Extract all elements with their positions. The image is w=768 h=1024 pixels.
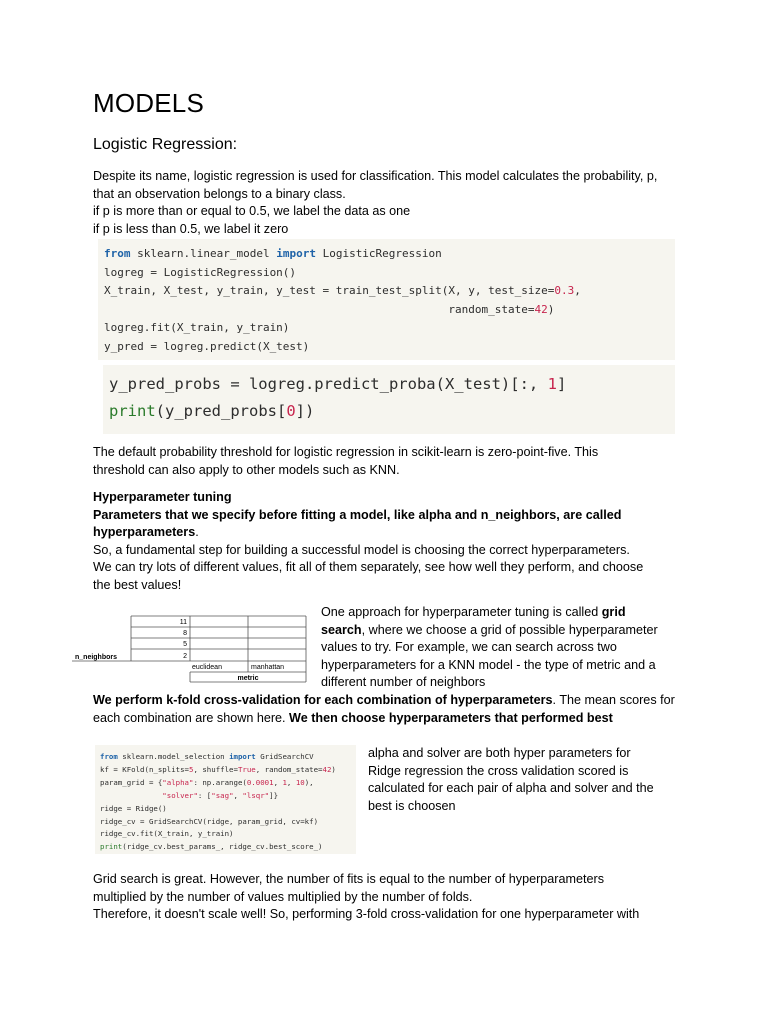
code-text: , random_state= [255,765,323,774]
code-number: 0.3 [554,284,575,297]
text-line: Grid search is great. However, the number of fits is equal to the number of hyperparameters [93,872,604,886]
code-keyword: import [229,752,256,761]
code-string: "alpha" [162,778,194,787]
code-keyword: import [276,247,316,260]
text: One approach for hyperparameter tuning is called [321,605,602,619]
code-line: ridge_cv = GridSearchCV(ridge, param_grid, cv=kf) [100,817,319,826]
grid-row-value: 8 [183,630,187,637]
code-number: 5 [189,765,194,774]
code-text: , [273,778,283,787]
grid-table-svg [70,614,308,684]
code-text: , shuffle= [193,765,238,774]
code-line [100,765,336,774]
code-string: "sag" [211,791,234,800]
code-text: ) [331,765,336,774]
code-line [104,247,442,260]
text-line: values to try. For example, we can search across two [321,640,617,655]
code-text: ] [556,375,567,393]
code-line [104,303,554,316]
text: . [195,525,199,540]
code-text: param_grid = { [100,778,163,787]
code-number: 1 [282,778,287,787]
code-line: logreg = LogisticRegression() [104,266,297,279]
text: , where we choose a grid of possible hyperparameter [361,622,658,637]
code-string: "solver" [162,791,198,800]
code-text: , [233,791,243,800]
code-text: (ridge_cv.best_params_, ridge_cv.best_score_) [122,842,323,851]
subheading-text: Hyperparameter tuning [93,490,232,504]
code-line [100,842,322,851]
text-line [93,507,678,525]
code-line: ridge_cv.fit(X_train, y_train) [100,829,234,838]
text-line: that an observation belongs to a binary class. [93,186,346,201]
text: . The mean scores for [552,693,675,707]
text-line: Ridge regression the cross validation scored is [368,763,629,778]
code-keyword: from [104,247,131,260]
code-number: 0 [286,402,296,420]
code-text: random_state= [104,303,535,316]
text-line [93,524,678,542]
code-text: kf = KFold(n_splits= [100,765,189,774]
grid-col-label: metric [237,675,259,682]
code-text: y_pred_probs = logreg.predict_proba(X_test)[:, [109,375,548,393]
bold-text: We then choose hyperparameters that performed best [289,710,613,725]
code-text: LogisticRegression [315,247,442,260]
code-text: (y_pred_probs[ [155,402,287,420]
threshold-paragraph [93,444,678,479]
code-text: sklearn.linear_model [130,247,277,260]
hyperparameter-section [93,489,678,595]
code-text: sklearn.model_selection [117,752,230,761]
code-block-predict-proba [103,365,675,434]
bold-text: hyperparameters [93,525,196,540]
code-line [109,375,566,393]
code-text: ) [547,303,555,316]
code-line [104,284,581,297]
code-line [100,752,314,761]
code-text: , [286,778,296,787]
text-line [321,604,681,622]
bold-text: We perform k-fold cross-validation for each combination of hyperparameters [93,693,553,707]
text-line: best is choosen [368,798,456,813]
code-number: 1 [547,375,557,393]
text-line: So, a fundamental step for building a successful model is choosing the correct hyperparameters. [93,542,630,557]
ridge-paragraph [368,745,678,815]
section-heading: Logistic Regression: [93,136,238,153]
intro-paragraph [93,168,678,238]
text-line: Despite its name, logistic regression is used for classification. This model calculates the probability, p, [93,169,658,183]
text-line: We can try lots of different values, fit all of them separately, see how well they perform, and choose [93,560,644,575]
code-text [100,791,162,800]
code-number: 42 [534,303,548,316]
text-line [93,692,678,710]
text-line [321,622,681,640]
grid-row-value: 11 [179,619,187,626]
text-line: alpha and solver are both hyper parameters for [368,746,631,760]
code-string: "lsqr" [242,791,270,800]
text-line: multiplied by the number of values multiplied by the number of folds. [93,889,473,904]
code-text: , [574,284,581,297]
code-line [109,402,314,420]
kfold-paragraph [93,692,678,727]
text-line: if p is more than or equal to 0.5, we label the data as one [93,204,411,219]
code-line: logreg.fit(X_train, y_train) [104,321,290,334]
code-text: ]} [269,791,279,800]
grid-row-value: 2 [183,653,187,660]
code-block-gridsearch [95,745,356,854]
text-line [93,710,678,728]
text-line: hyperparameters for a KNN model - the type of metric and a [321,657,656,672]
page-title: MODELS [93,88,205,118]
code-text: ), [304,778,314,787]
code-text: : [ [197,791,212,800]
text-line: The default probability threshold for logistic regression in scikit-learn is zero-point-five. This [93,445,599,459]
closing-paragraph [93,871,678,924]
code-text: : np.arange( [193,778,247,787]
code-number: 42 [322,765,332,774]
text-line: threshold can also apply to other models such as KNN. [93,462,400,477]
code-text: ]) [295,402,315,420]
code-number: True [237,765,256,774]
code-text: GridSearchCV [255,752,314,761]
code-line [100,778,314,787]
grid-search-paragraph [321,604,681,692]
code-line: ridge = Ridge() [100,804,167,813]
grid-search-table-figure [70,614,308,684]
code-line: y_pred = logreg.predict(X_test) [104,340,310,353]
bold-text: grid [601,605,626,619]
grid-col-value: euclidean [192,664,222,671]
code-block-logreg [98,239,675,360]
bold-text: Parameters that we specify before fitting a model, like alpha and n_neighbors, are called [93,507,622,522]
code-function: print [100,842,123,851]
text-line: calculated for each pair of alpha and solver and the [368,781,654,796]
grid-col-value: manhattan [251,664,285,671]
grid-row-label: n_neighbors [75,654,118,661]
text-line: if p is less than 0.5, we label it zero [93,221,289,236]
code-number: 10 [295,778,305,787]
code-line [100,791,278,800]
grid-row-value: 5 [183,641,187,648]
bold-text: search [321,622,362,637]
text: each combination are shown here. [93,710,290,725]
code-function: print [109,402,156,420]
code-number: 0.0001 [246,778,274,787]
code-text: X_train, X_test, y_train, y_test = train_test_split(X, y, test_size= [104,284,555,297]
code-keyword: from [100,752,118,761]
text-line: different number of neighbors [321,675,486,690]
text-line: Therefore, it doesn't scale well! So, performing 3-fold cross-validation for one hyperparameter with [93,907,640,922]
text-line: the best values! [93,577,182,592]
subheading [93,489,678,507]
